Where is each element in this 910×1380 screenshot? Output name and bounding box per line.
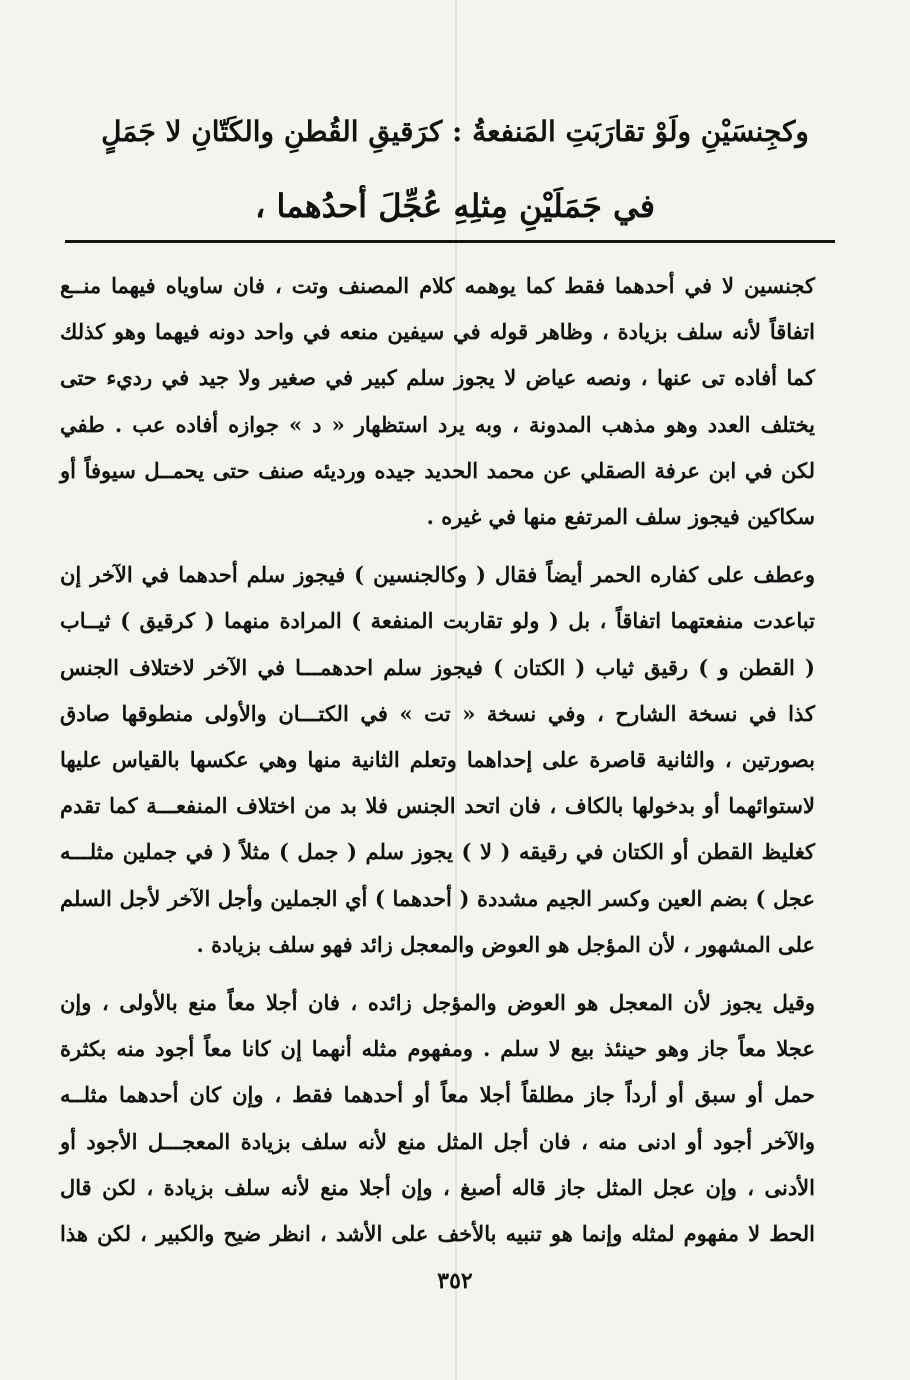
matn-text (95, 95, 815, 243)
commentary-line: عجلا معاً جاز وهو حينئذ بيع لا سلم . ومفهوم مثله أنهما إن كانا معاً أجود منه بكثرة (60, 1036, 815, 1062)
commentary-line: حمل أو سبق أو أرداً جاز مطلقاً أجلا معاً أو أحدهما فقط ، وإن كان أحدهما مثلــه (60, 1082, 815, 1108)
separator-rule (65, 240, 835, 243)
commentary-line: وعطف على كفاره الحمر أيضاً فقال ( وكالجنسين ) فيجوز سلم أحدهما في الآخر إن (60, 562, 815, 588)
commentary-line: لكن في ابن عرفة الصقلي عن محمد الحديد جيده ورديئه صنف حتى يحمــل سيوفاً أو (60, 457, 815, 483)
commentary-line: كغليظ القطن أو الكتان في رقيقه ( لا ) يجوز سلم ( جمل ) مثلاً ( في جملين مثلـــه (60, 839, 815, 865)
commentary-line: لاستوائهما أو بدخولها بالكاف ، فان اتحد الجنس فلا بد من اختلاف المنفعـــة كما تقدم (60, 793, 815, 819)
commentary-text (60, 263, 815, 1269)
commentary-line: الأدنى ، وإن عجل المثل جاز قاله أصبغ ، وإن أجلا منع لأنه سلف بزيادة ، لكن قال (60, 1174, 815, 1200)
page-number: ٣٥٢ (437, 1268, 473, 1294)
commentary-line: بصورتين ، والثانية قاصرة على إحداهما وتعلم الثانية منها وهي عكسها بالقياس عليها (60, 747, 815, 773)
commentary-line: اتفاقاً لأنه سلف بزيادة ، وظاهر قوله في سيفين منعه في واحد دونه فيهما وهو كذلك (60, 319, 815, 345)
commentary-line: تباعدت منفعتهما اتفاقاً ، بل ( ولو تقاربت المنفعة ) المرادة منهما ( كرقيق ) ثيــاب (60, 608, 815, 634)
commentary-line: على المشهور ، لأن المؤجل هو العوض والمعجل زائد فهو سلف بزيادة . (196, 931, 815, 957)
commentary-paragraph (60, 980, 815, 1257)
commentary-line: يختلف العدد وهو مذهب المدونة ، وبه يرد استظهار « د » جوازه أفاده عب . طفي (60, 411, 815, 437)
commentary-line: كذا في نسخة الشارح ، وفي نسخة « تت » في الكتـــان والأولى منطوقها صادق (60, 700, 815, 726)
commentary-line: عجل ) بضم العين وكسر الجيم مشددة ( أحدهما ) أي الجملين وأجل الآخر لأجل السلم (60, 885, 815, 911)
commentary-line: الحط لا مفهوم لمثله وإنما هو تنبيه بالأخف على الأشد ، انظر ضيح والكبير ، لكن هذا (60, 1221, 815, 1247)
matn-line: في جَمَلَيْنِ مِثلِهِ عُجِّلَ أحدُهما ، (254, 187, 655, 225)
matn-line: وكجِنسَيْنِ ولَوْ تقارَبَتِ المَنفعةُ : كرَقيقِ القُطنِ والكَتّانِ لا جَمَلٍ (101, 115, 809, 148)
commentary-line: سكاكين فيجوز سلف المرتفع منها في غيره . (426, 504, 815, 530)
commentary-line: كجنسين لا في أحدهما فقط كما يوهمه كلام المصنف وتت ، فان ساوياه فيهما منــع (60, 273, 815, 298)
commentary-line: ( القطن و ) رقيق ثياب ( الكتان ) فيجوز سلم احدهمـــا في الآخر لاختلاف الجنس (60, 654, 815, 680)
commentary-paragraph (60, 552, 815, 968)
commentary-line: وقيل يجوز لأن المعجل هو العوض والمؤجل زائده ، فان أجلا معاً منع بالأولى ، وإن (60, 990, 815, 1016)
commentary-line: والآخر أجود أو ادنى منه ، فان أجل المثل منع لأنه سلف بزيادة المعجـــل الأجود أو (60, 1128, 815, 1154)
commentary-line: كما أفاده تى عنها ، ونصه عياض لا يجوز سلم كبير في صغير ولا جيد في رديء حتى (60, 365, 815, 391)
commentary-paragraph (60, 263, 815, 540)
